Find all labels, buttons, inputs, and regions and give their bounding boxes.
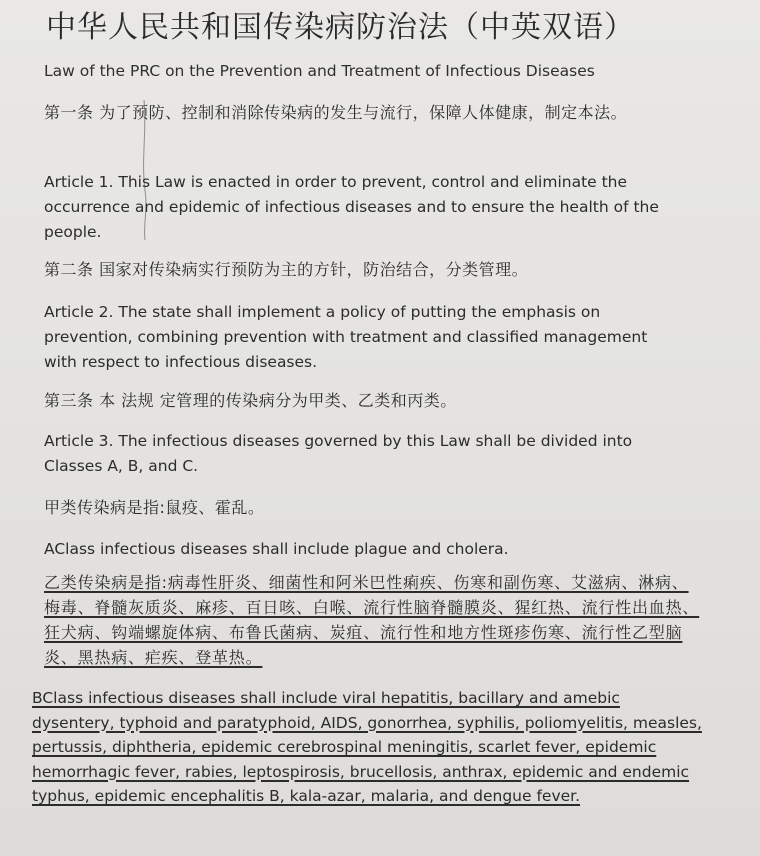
class-a-english: AClass infectious diseases shall include plague and cholera.: [44, 540, 509, 558]
class-a-chinese: 甲类传染病是指:鼠疫、霍乱。: [44, 498, 265, 517]
article-1-chinese: 第一条 为了预防、控制和消除传染病的发生与流行，保障人体健康，制定本法。: [44, 103, 628, 122]
article-2-english: Article 2. The state shall implement a policy of putting the emphasis on prevention, combining prevention with treatment and classified management with respect to infectious diseases.: [44, 303, 648, 371]
article-3-english: Article 3. The infectious diseases governed by this Law shall be divided into Classes A, B, and C.: [44, 432, 633, 475]
document-title: 中华人民共和国传染病防治法（中英双语）: [46, 10, 635, 45]
document-subtitle: Law of the PRC on the Prevention and Treatment of Infectious Diseases: [44, 62, 595, 80]
article-1-english: Article 1. This Law is enacted in order to prevent, control and eliminate the occurrence and epidemic of infectious diseases and to ensure the health of the people.: [44, 173, 659, 241]
class-b-english: BClass infectious diseases shall include viral hepatitis, bacillary and amebic dysentery, typhoid and paratyphoid, AIDS, gonorrhea, syphilis, poliomyelitis, measles, pertussis, diphtheria, epidemic cerebrospinal meningitis, scarlet fever, epidemic hemorrhagic fever, rabies, leptospirosis, brucellosis, anthrax, epidemic and endemic typhus, epidemic encephalitis B, kala-azar, malaria, and dengue fever.: [32, 689, 702, 805]
class-b-chinese: 乙类传染病是指:病毒性肝炎、细菌性和阿米巴性痢疾、伤寒和副伤寒、艾滋病、淋病、梅毒、脊髓灰质炎、麻疹、百日咳、白喉、流行性脑脊髓膜炎、猩红热、流行性出血热、狂犬病、钩端螺旋体病、布鲁氏菌病、炭疽、流行性和地方性斑疹伤寒、流行性乙型脑炎、黑热病、疟疾、登革热。: [44, 573, 700, 667]
article-2-chinese: 第二条 国家对传染病实行预防为主的方针，防治结合，分类管理。: [44, 260, 529, 279]
article-3-chinese: 第三条 本 法规 定管理的传染病分为甲类、乙类和丙类。: [44, 391, 457, 410]
